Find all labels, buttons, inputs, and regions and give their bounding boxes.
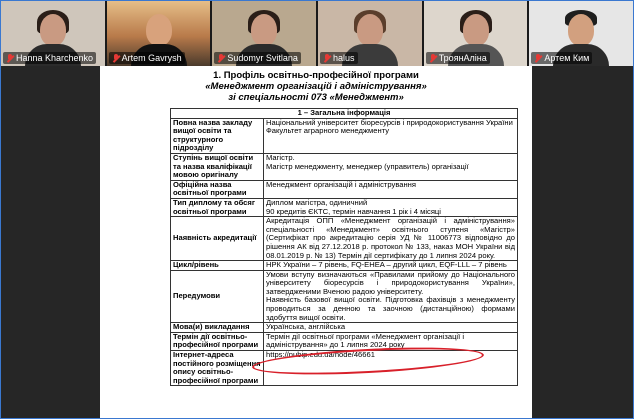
table-row [171,261,518,271]
table-row [171,332,518,350]
table-row [171,118,518,153]
participant-face [357,14,383,46]
participant-label [109,52,185,64]
muted-mic-icon [429,54,437,63]
muted-mic-icon [534,54,542,63]
participant-tile[interactable] [318,0,422,66]
title-line-3: зі спеціальності 073 «Менеджмент» [228,92,404,103]
table-row [171,153,518,180]
participant-face [568,14,594,46]
participant-tile[interactable] [424,0,528,66]
participant-face [463,14,489,46]
participant-tile[interactable] [1,0,105,66]
muted-mic-icon [112,54,120,63]
table-row [171,180,518,198]
row-value: Менеджмент організацій і адміністрування [264,180,518,198]
participant-name: Hanna Kharchenko [16,53,94,63]
participant-name: Sudomyr Svitlana [227,53,298,63]
muted-mic-icon [217,54,225,63]
participant-label [426,52,490,64]
participant-label [214,52,301,64]
row-key: Повна назва закладу вищої освіти та структурного підрозділу [171,118,264,153]
row-value: Диплом магістра, одиничний 90 кредитів ЄКТС, термін навчання 1 рік і 4 місяці [264,198,518,216]
row-value: https://nubip.edu.ua/node/46661 [264,351,518,386]
participant-name: ТроянАліна [438,53,487,63]
row-key: Тип диплому та обсяг освітньої програми [171,198,264,216]
section-header: 1 – Загальна інформація [171,109,518,119]
participant-tile[interactable] [212,0,316,66]
participant-name: Artem Gavrysh [121,53,182,63]
participant-name: halus [333,53,355,63]
table-row [171,323,518,333]
participant-label [3,52,96,64]
participant-label [531,52,592,64]
title-line-2: «Менеджмент організацій і адміністрування» [205,81,427,92]
row-value: Термін дії освітньої програми «Менеджмент організації і адміністрування» до 1 липня 2024 року [264,332,518,350]
row-value: Акредитація ОПП «Менеджмент організацій і адміністрування» спеціальності «Менеджмент» освітнього ступеня «Магістр» (Сертифікат про акредитацію серія УД № 11006773 відповідно до рішення АК від 27.12.2018 р. протокол № 133, наказ МОН України від 08.01.2019 р. № 13) Термін дії сертифікату до 1 липня 2024 року. [264,217,518,261]
row-key: Інтернет-адреса постійного розміщення опису освітньо-професійної програми [171,351,264,386]
row-key: Передумови [171,270,264,323]
participant-strip [0,0,634,66]
row-value: Національний університет біоресурсів і природокористування України Факультет аграрного менеджменту [264,118,518,153]
muted-mic-icon [323,54,331,63]
row-key: Мова(и) викладання [171,323,264,333]
row-key: Ступінь вищої освіти та назва кваліфікації мовою оригіналу [171,153,264,180]
row-key: Офіційна назва освітньої програми [171,180,264,198]
row-value: Магістр. Магістр менеджменту, менеджер (управитель) організації [264,153,518,180]
row-key: Цикл/рівень [171,261,264,271]
participant-tile[interactable] [529,0,633,66]
table-row [171,217,518,261]
program-info-table [170,108,518,386]
row-value: Українська, англійська [264,323,518,333]
participant-face [146,14,172,46]
table-header-row [171,109,518,119]
muted-mic-icon [6,54,14,63]
title-line-1: 1. Профіль освітньо-професійної програми [213,70,419,81]
participant-face [251,14,277,46]
participant-name: Артем Ким [544,53,590,63]
row-key: Термін дії освітньо-професійної програми [171,332,264,350]
row-value: Умови вступу визначаються «Правилами прийому до Національного університету біоресурсів і природокористування України», затвердженими Вченою радою університету. Наявність базової вищої освіти. Підготовка фахівців з менеджменту проводиться за денною та заочною (дистанційною) формами здобуття вищої освіти. [264,270,518,323]
row-key: Наявність акредитації [171,217,264,261]
participant-face [40,14,66,46]
table-row [171,198,518,216]
participant-label [320,52,358,64]
document-title [100,70,532,103]
participant-tile[interactable] [107,0,211,66]
table-row [171,270,518,323]
row-value: НРК України – 7 рівень, FQ-EHEA – другий цикл, EQF-LLL – 7 рівень [264,261,518,271]
